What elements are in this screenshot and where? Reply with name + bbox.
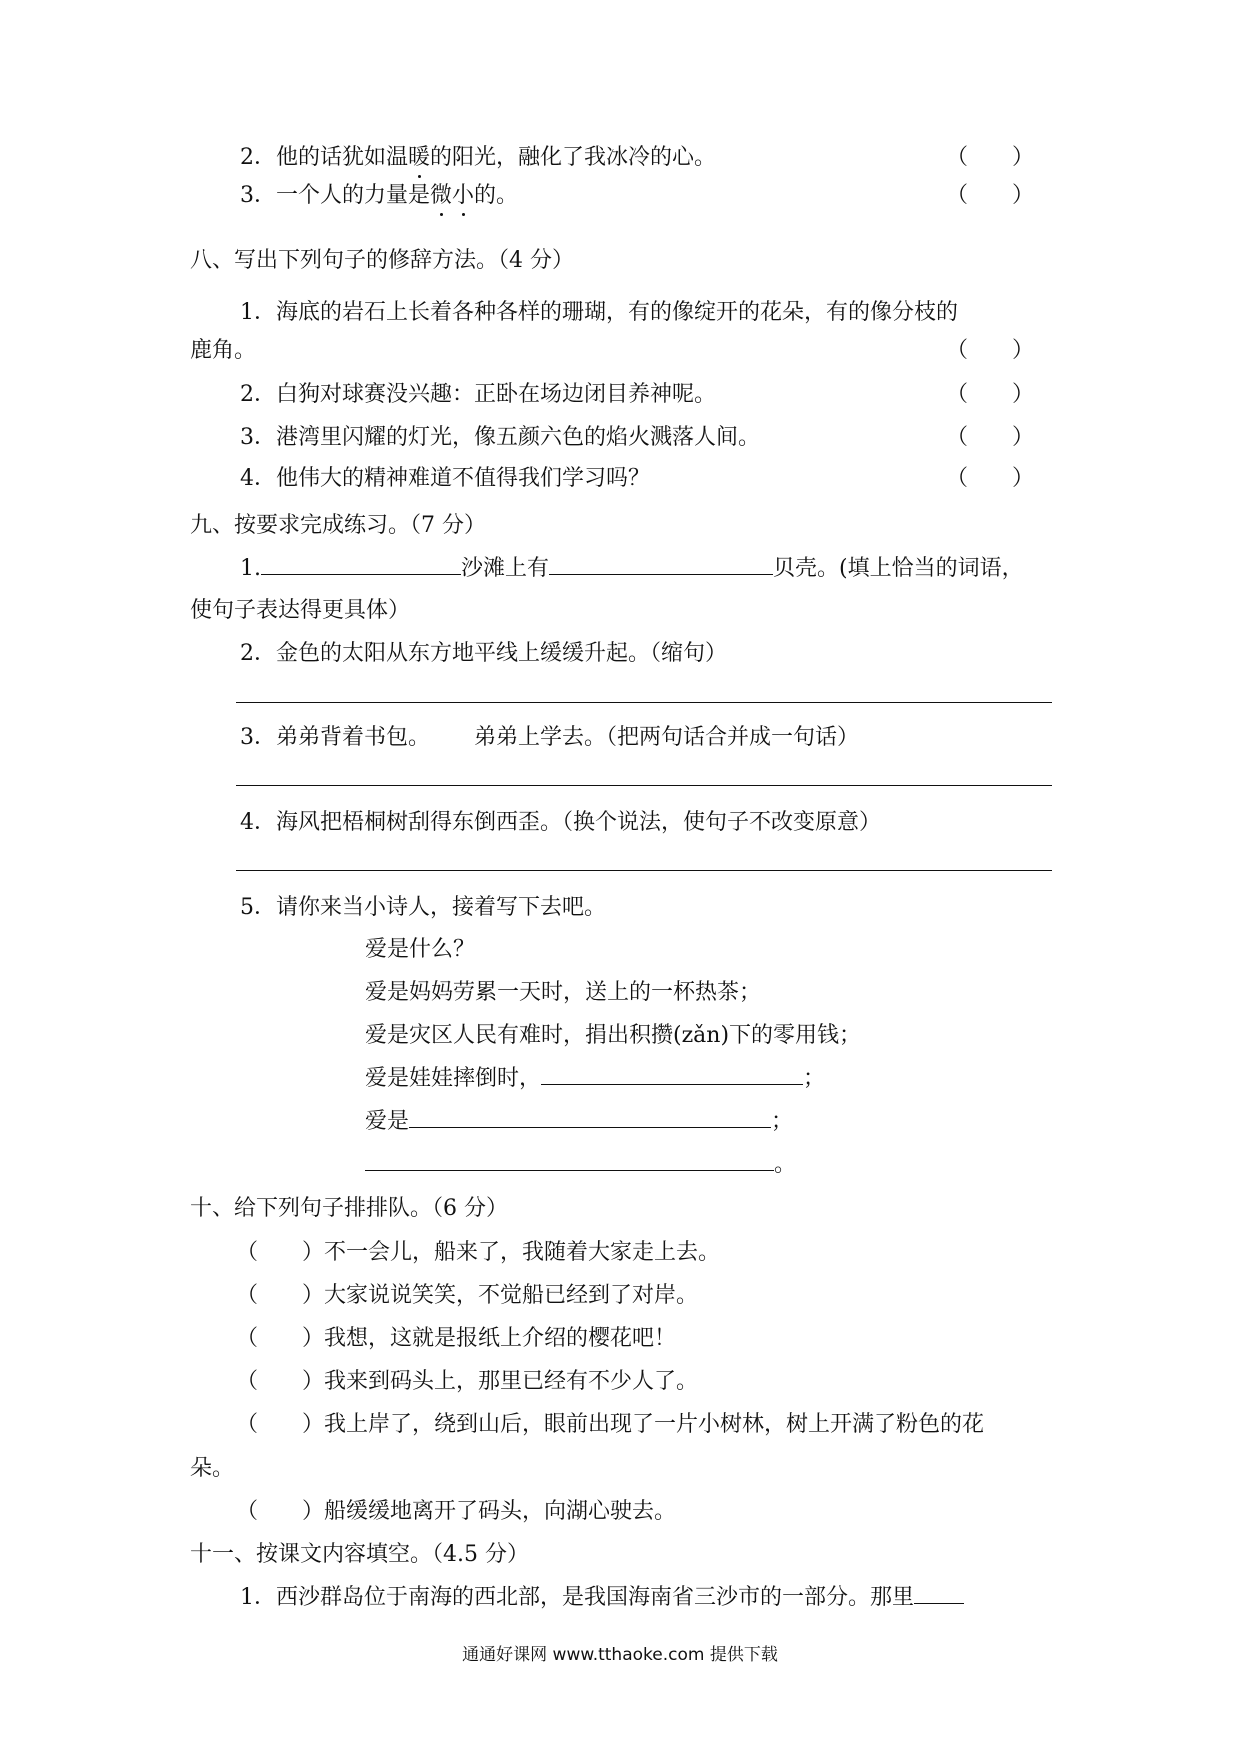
- sec9-q3-part1: 3．弟弟背着书包。: [240, 725, 430, 750]
- sec10-item-5: [236, 1407, 984, 1438]
- sec10-item-2-text: 大家说说笑笑，不觉船已经到了对岸。: [324, 1283, 699, 1308]
- sec8-q1-line2: 鹿角。: [190, 338, 257, 363]
- sec10-item-6-text: 船缓缓地离开了码头，向湖心驶去。: [324, 1499, 677, 1524]
- sec8-q2: 2．白狗对球赛没兴趣：正卧在场边闭目养神呢。: [240, 382, 716, 407]
- poem-line-5: [365, 1104, 793, 1135]
- sec10-title: 十、给下列句子排排队。（6 分）: [190, 1196, 508, 1221]
- sec8-q3: 3．港湾里闪耀的灯光，像五颜六色的焰火溅落人间。: [240, 425, 760, 450]
- poem-line-4: [365, 1061, 825, 1092]
- sec10-item-1-text: 不一会儿，船来了，我随着大家走上去。: [324, 1240, 721, 1265]
- sec9-q4: 4．海风把梧桐树刮得东倒西歪。（换个说法，使句子不改变原意）: [240, 810, 881, 835]
- sec8-q2-answer-paren[interactable]: （ ）: [946, 382, 1035, 407]
- sec8-q1-answer-paren[interactable]: （ ）: [946, 338, 1035, 363]
- sec9-q5: 5．请你来当小诗人，接着写下去吧。: [240, 895, 606, 920]
- poem-line-4-end: ；: [803, 1066, 826, 1091]
- page-footer: 通通好课网 www.tthaoke.com 提供下载: [462, 1645, 778, 1665]
- sec11-title: 十一、按课文内容填空。（4.5 分）: [190, 1542, 529, 1567]
- sec8-q1-line1: 1．海底的岩石上长着各种各样的珊瑚，有的像绽开的花朵，有的像分枝的: [240, 300, 958, 325]
- sec10-item-1: [236, 1235, 720, 1266]
- sec10-item-3: [236, 1321, 676, 1352]
- sec9-title: 九、按要求完成练习。（7 分）: [190, 513, 486, 538]
- sec9-q1: [240, 551, 1024, 582]
- sec9-q1-blank-1[interactable]: [261, 552, 461, 575]
- sec10-item-6-paren[interactable]: （ ）: [236, 1499, 325, 1524]
- sec9-q3-part2: 弟弟上学去。（把两句话合并成一句话）: [474, 725, 860, 750]
- sec10-item-3-text: 我想，这就是报纸上介绍的樱花吧！: [324, 1326, 677, 1351]
- sec10-item-1-paren[interactable]: （ ）: [236, 1240, 325, 1265]
- sec7-q2-pre: 2．他的话犹如温: [240, 145, 408, 170]
- poem-line-6: [365, 1147, 796, 1178]
- sec10-item-2-paren[interactable]: （ ）: [236, 1283, 325, 1308]
- sec7-q2-post: 的阳光，融化了我冰冷的心。: [430, 145, 717, 170]
- sec10-item-6: [236, 1494, 676, 1525]
- sec7-q3: [240, 178, 518, 209]
- sec9-q2: 2．金色的太阳从东方地平线上缓缓升起。（缩句）: [240, 641, 727, 666]
- poem-line-4-text: 爱是娃娃摔倒时，: [365, 1066, 542, 1091]
- sec7-q2-dotted-char: 暖: [408, 140, 430, 171]
- poem-line-5-text: 爱是: [365, 1109, 410, 1134]
- poem-line-4-blank[interactable]: [541, 1062, 803, 1085]
- poem-line-6-end: 。: [774, 1152, 797, 1177]
- sec7-q2-answer-paren[interactable]: （ ）: [946, 145, 1035, 170]
- sec8-q3-answer-paren[interactable]: （ ）: [946, 425, 1035, 450]
- sec8-q4-answer-paren[interactable]: （ ）: [946, 466, 1035, 491]
- sec10-item-4-text: 我来到码头上，那里已经有不少人了。: [324, 1369, 699, 1394]
- sec9-q1-num: 1.: [240, 556, 261, 581]
- sec10-item-2: [236, 1278, 698, 1309]
- sec7-q3-dotted-char-1: 微: [430, 178, 452, 209]
- sec9-q3-answer-line[interactable]: [236, 785, 1052, 786]
- poem-line-5-end: ；: [771, 1109, 794, 1134]
- sec10-item-3-paren[interactable]: （ ）: [236, 1326, 325, 1351]
- sec7-q3-dotted-char-2: 小: [452, 178, 474, 209]
- poem-line-1: 爱是什么？: [365, 937, 476, 962]
- sec11-q1-text: 1．西沙群岛位于南海的西北部，是我国海南省三沙市的一部分。那里: [240, 1585, 914, 1610]
- sec7-q2: [240, 140, 716, 171]
- sec9-q1-blank-2[interactable]: [549, 552, 773, 575]
- sec8-q4: 4．他伟大的精神难道不值得我们学习吗？: [240, 466, 650, 491]
- poem-line-2: 爱是妈妈劳累一天时，送上的一杯热茶；: [365, 980, 762, 1005]
- sec11-q1: [240, 1580, 964, 1611]
- sec9-q1-continuation: 使句子表达得更具体）: [190, 598, 411, 623]
- sec9-q4-answer-line[interactable]: [236, 870, 1052, 871]
- poem-line-3: 爱是灾区人民有难时，捐出积攒(zǎn)下的零用钱；: [365, 1023, 862, 1048]
- sec10-item-5-paren[interactable]: （ ）: [236, 1412, 325, 1437]
- sec9-q2-answer-line[interactable]: [236, 702, 1052, 703]
- sec9-q1-end: 贝壳。(填上恰当的词语，: [773, 556, 1024, 581]
- sec9-q1-mid: 沙滩上有: [461, 556, 550, 581]
- sec7-q3-answer-paren[interactable]: （ ）: [946, 183, 1035, 208]
- sec11-q1-blank[interactable]: [914, 1581, 964, 1604]
- poem-line-6-blank[interactable]: [365, 1148, 774, 1171]
- sec10-item-4: [236, 1364, 698, 1395]
- sec8-title: 八、写出下列句子的修辞方法。（4 分）: [190, 248, 574, 273]
- sec10-item-5-continuation: 朵。: [190, 1456, 235, 1481]
- sec7-q3-post: 的。: [474, 183, 519, 208]
- poem-line-5-blank[interactable]: [409, 1105, 771, 1128]
- sec10-item-4-paren[interactable]: （ ）: [236, 1369, 325, 1394]
- sec9-q3: [240, 720, 859, 751]
- sec10-item-5-text: 我上岸了，绕到山后，眼前出现了一片小树林，树上开满了粉色的花: [324, 1412, 985, 1437]
- sec7-q3-pre: 3．一个人的力量是: [240, 183, 430, 208]
